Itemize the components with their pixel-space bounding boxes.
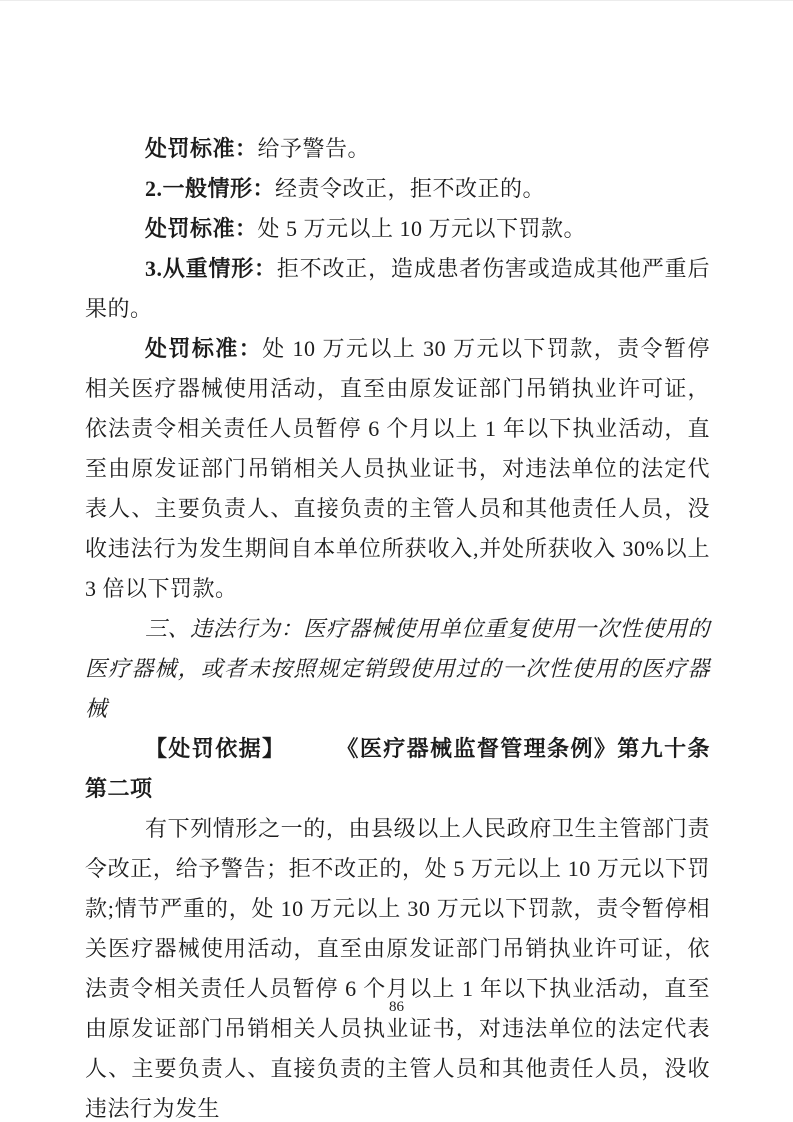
paragraph-text: 给予警告。 <box>257 136 371 161</box>
paragraph-text: 拒不改正，造成患者伤害或造成其他严重后果的。 <box>85 256 710 321</box>
paragraph-text: 《医疗器械监督管理条例》第九十条第二项 <box>85 736 710 801</box>
document-body <box>85 129 710 1122</box>
paragraph-label: 【处罚依据】 <box>145 736 286 761</box>
paragraph-penalty-basis <box>85 729 710 809</box>
paragraph-general-circumstance <box>85 169 710 209</box>
paragraph-aggravated-circumstance <box>85 249 710 329</box>
paragraph-text: 处 10 万元以上 30 万元以下罚款，责令暂停相关医疗器械使用活动，直至由原发证部门吊销执业许可证，依法责令相关责任人员暂停 6 个月以上 1 年以下执业活动，直至由原发证部门吊销相关人员执业证书，对违法单位的法定代表人、主要负责人、直接负责的主管人员和其他责任人员，没收违法行为发生期间自本单位所获收入,并处所获收入 30%以上 3 倍以下罚款。 <box>85 336 710 601</box>
page-number: 86 <box>389 999 404 1015</box>
paragraph-penalty-standard-severe <box>85 329 710 609</box>
paragraph-penalty-standard-fine <box>85 209 710 249</box>
paragraph-penalty-standard-warning <box>85 129 710 169</box>
paragraph-violation-three <box>85 609 710 729</box>
paragraph-label: 2.一般情形： <box>145 176 276 201</box>
paragraph-text: 处 5 万元以上 10 万元以下罚款。 <box>257 216 587 241</box>
paragraph-text: 有下列情形之一的，由县级以上人民政府卫生主管部门责令改正，给予警告；拒不改正的，处 5 万元以上 10 万元以下罚款;情节严重的，处 10 万元以上 30 万元以下罚款，责令暂停相关医疗器械使用活动，直至由原发证部门吊销执业许可证，依法责令相关责任人员暂停 6 个月以上 1 年以下执业活动，直至由原发证部门吊销相关人员执业证书，对违法单位的法定代表人、主要负责人、直接负责的主管人员和其他责任人员，没收违法行为发生 <box>85 816 710 1121</box>
paragraph-text: 三、违法行为：医疗器械使用单位重复使用一次性使用的医疗器械，或者未按照规定销毁使用过的一次性使用的医疗器械 <box>85 616 710 721</box>
paragraph-label: 处罚标准： <box>145 216 258 241</box>
paragraph-label: 处罚标准： <box>145 136 258 161</box>
paragraph-regulation-text <box>85 809 710 1122</box>
paragraph-label: 处罚标准： <box>145 336 263 361</box>
paragraph-label: 3.从重情形： <box>145 256 277 281</box>
paragraph-text: 经责令改正，拒不改正的。 <box>275 176 546 201</box>
